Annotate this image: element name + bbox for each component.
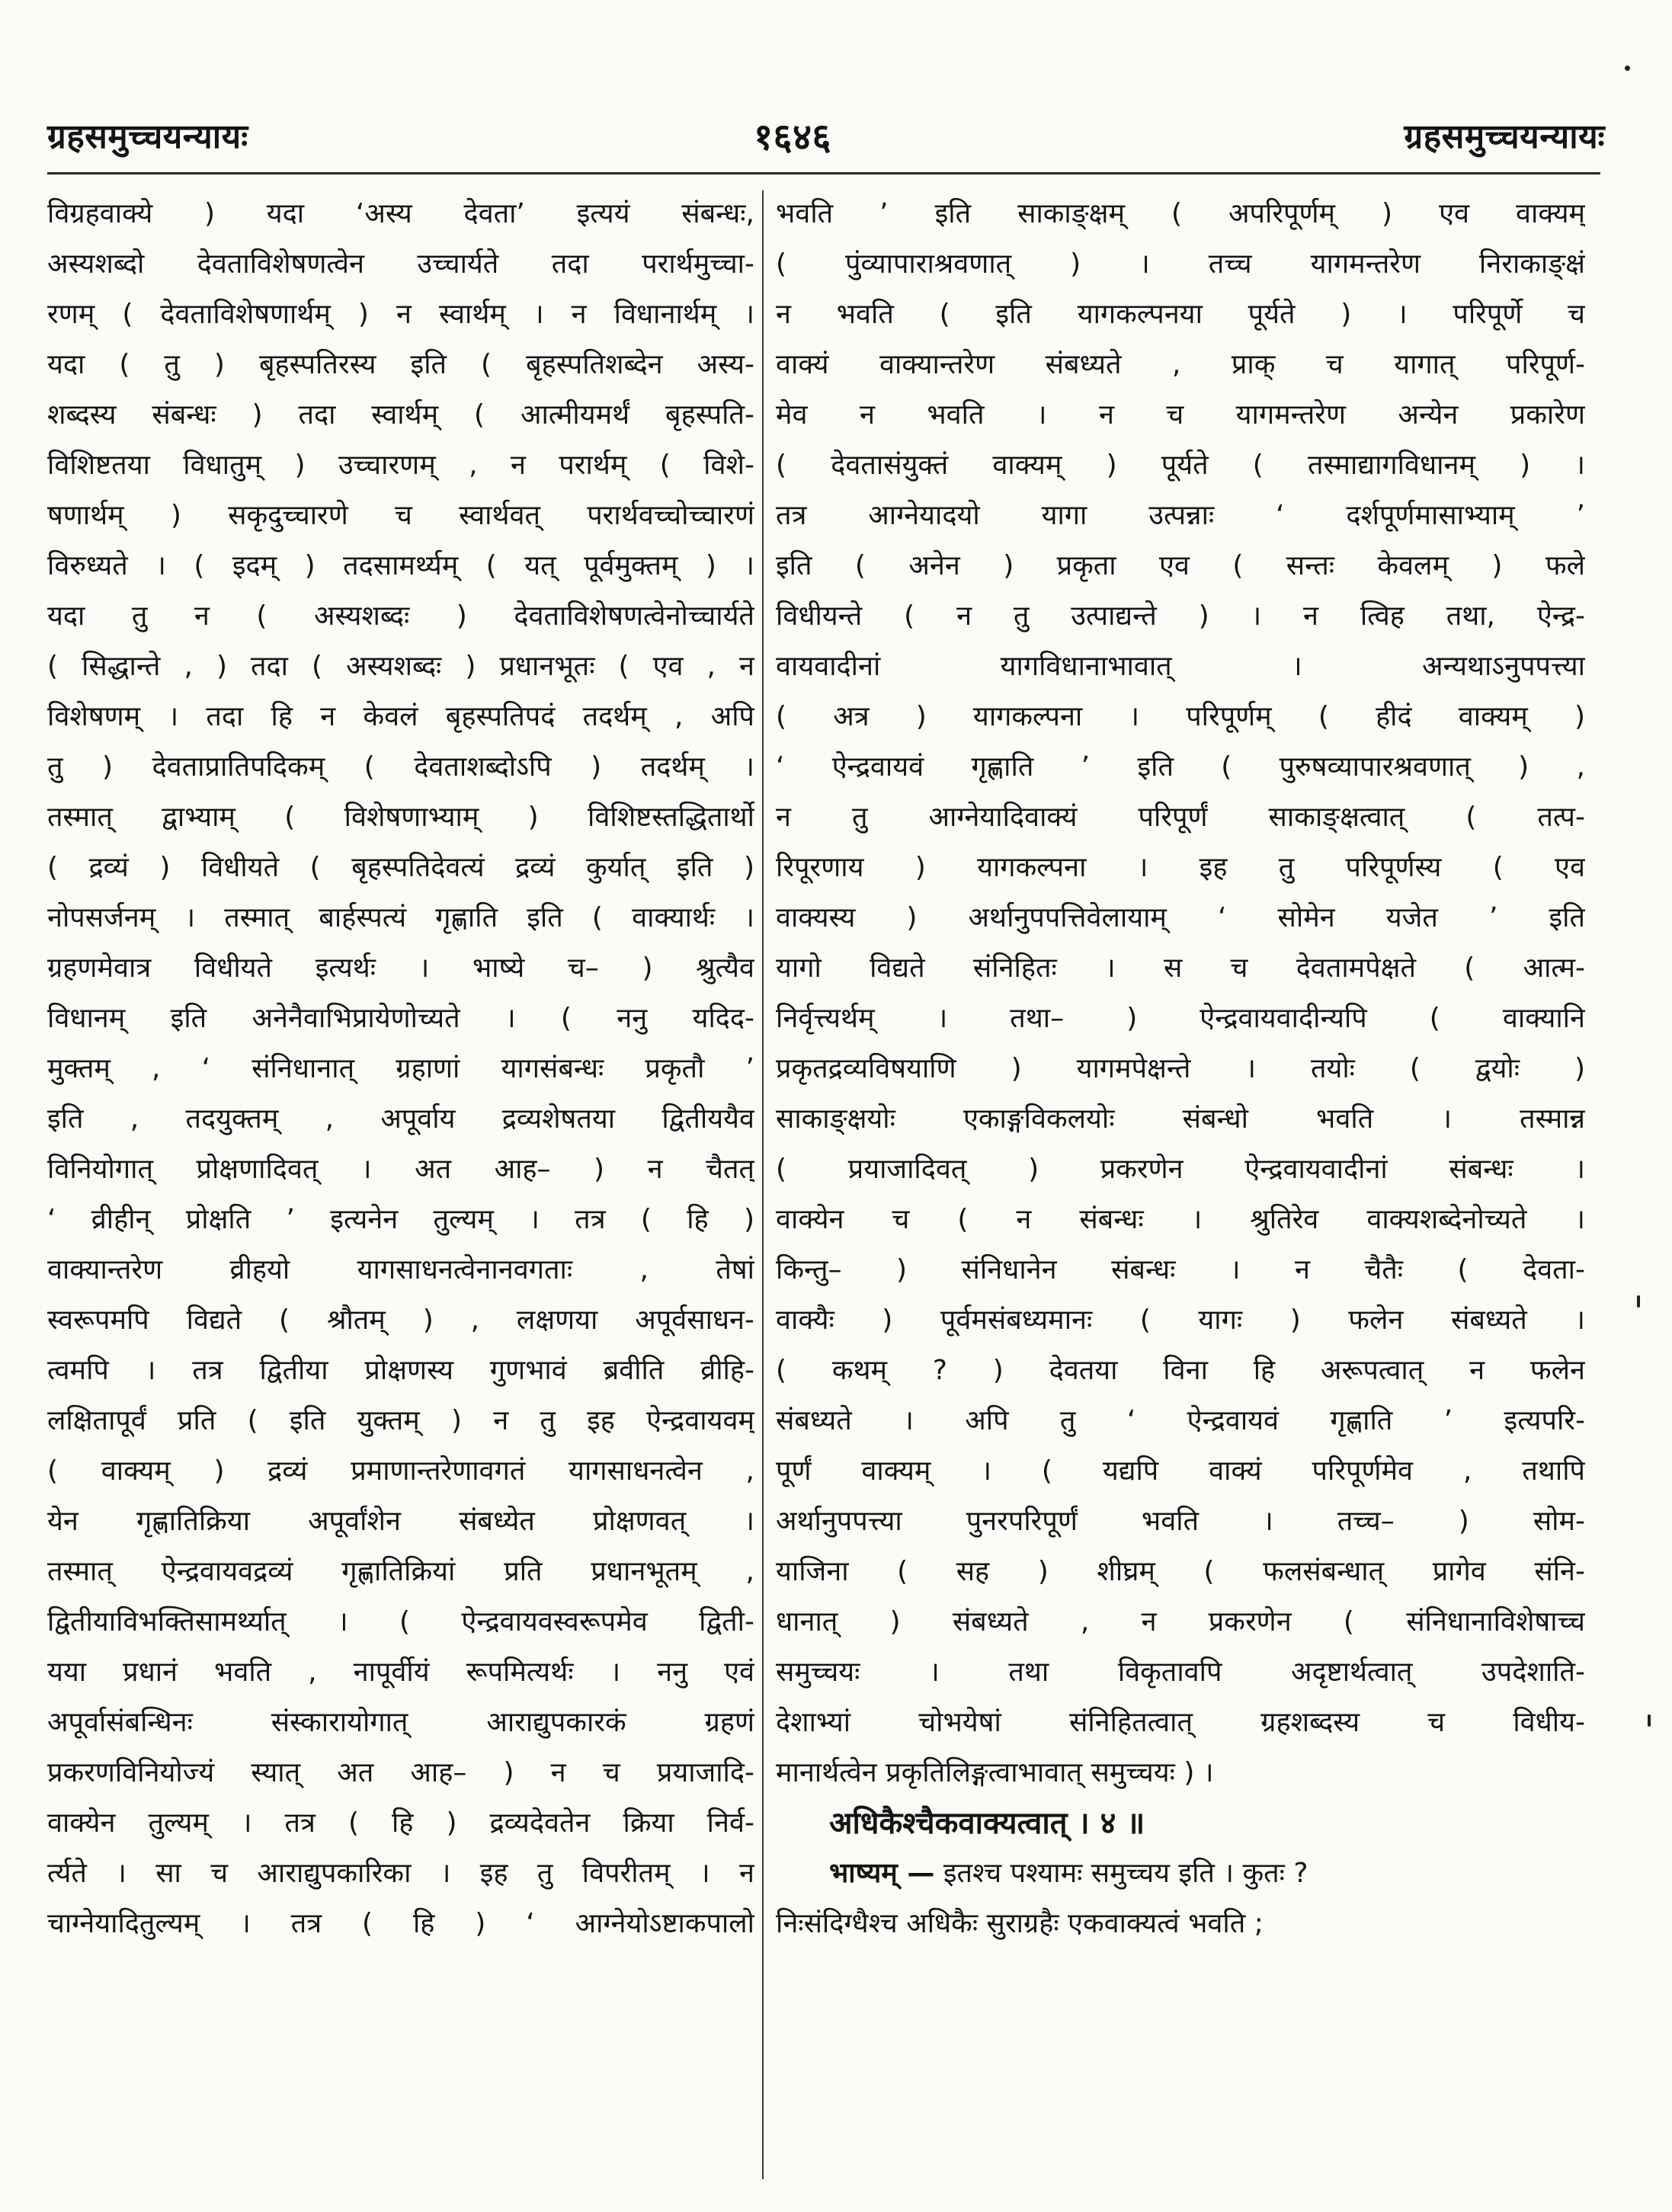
running-head-left: ग्रहसमुच्चयन्यायः [47,117,248,156]
text-line: मेव न भवति । न च यागमन्तरेण अन्येन प्रकारेण [776,399,1585,431]
text-line: निर्वृत्त्यर्थम् । तथा– ) ऐन्द्रवायवादीन्यपि ( वाक्यानि [776,1003,1585,1034]
left-column [47,189,754,2185]
text-line: यदा ( तु ) बृहस्पतिरस्य इति ( बृहस्पतिशब्देन अस्य- [47,349,754,380]
text-line: लक्षितापूर्वं प्रति ( इति युक्तम् ) न तु इह ऐन्द्रवायवम् [47,1405,754,1436]
text-line: विशिष्टतया विधातुम् ) उच्चारणम् , न परार्थम् ( विशे- [47,450,754,481]
text-line: मानार्थत्वेन प्रकृतिलिङ्गत्वाभावात् समुच्चयः ) । [776,1757,1214,1788]
text-line: वाक्यं वाक्यान्तरेण संबध्यते , प्राक् च यागात् परिपूर्ण- [776,349,1585,380]
text-line: विधानम् इति अनेनैवाभिप्रायेणोच्यते । ( ननु यदिद- [47,1003,754,1034]
text-line: ( अत्र ) यागकल्पना । परिपूर्णम् ( हीदं वाक्यम् ) [776,701,1585,732]
running-head-right: ग्रहसमुच्चयन्यायः [1404,117,1605,156]
sutra-line: अधिकैश्चैकवाक्यत्वात् । ४ ॥ [829,1806,1145,1841]
header-rule [47,172,1600,174]
text-line: ( द्रव्यं ) विधीयते ( बृहस्पतिदेवत्यं द्रव्यं कुर्यात् इति ) [47,852,754,883]
text-line: यया प्रधानं भवति , नापूर्वीयं रूपमित्यर्थः । ननु एवं [47,1657,754,1688]
text-line: संबध्यते । अपि तु ‘ ऐन्द्रवायवं गृह्णाति ’ इत्यपरि- [776,1405,1585,1436]
text-line: तत्र आग्नेयादयो यागा उत्पन्नाः ‘ दर्शपूर्णमासाभ्याम् ’ [776,500,1585,531]
margin-speck [1637,1295,1640,1308]
text-line: प्रकृतद्रव्यविषयाणि ) यागमपेक्षन्ते । तयोः ( द्वयोः ) [776,1053,1585,1084]
text-line: त्वमपि । तत्र द्वितीया प्रोक्षणस्य गुणभावं ब्रवीति व्रीहि- [47,1355,754,1386]
text-line: ( प्रयाजादिवत् ) प्रकरणेन ऐन्द्रवायवादीनां संबन्धः । [776,1154,1585,1185]
text-line: याजिना ( सह ) शीघ्रम् ( फलसंबन्धात् प्रागेव संनि- [776,1556,1585,1587]
text-line: अर्थानुपपत्त्या पुनरपरिपूर्णं भवति । तच्च– ) सोम- [776,1506,1585,1537]
text-line: तु ) देवताप्रातिपदिकम् ( देवताशब्दोऽपि ) तदर्थम् । [47,751,754,783]
text-line: वायवादीनां यागविधानाभावात् । अन्यथाऽनुपपत्त्या [776,651,1585,682]
bhashya-line-1 [776,1849,1585,1899]
text-line: ग्रहणमेवात्र विधीयते इत्यर्थः । भाष्ये च– ) श्रुत्यैव [47,952,754,984]
bhashya-text-1: इतश्च पश्यामः समुच्चय इति । कुतः ? [943,1858,1308,1889]
text-line: न तु आग्नेयादिवाक्यं परिपूर्णं साकाङ्क्षत्वात् ( तत्प- [776,802,1585,833]
text-line: ‘ ऐन्द्रवायवं गृह्णाति ’ इति ( पुरुषव्यापारश्रवणात् ) , [776,751,1585,783]
text-line: वाक्यस्य ) अर्थानुपपत्तिवेलायाम् ‘ सोमेन यजेत ’ इति [776,902,1585,933]
text-line: तस्मात् द्वाभ्याम् ( विशेषणाभ्याम् ) विशिष्टस्तद्धितार्थो [47,802,754,833]
column-divider [762,190,764,2179]
text-line: मुक्तम् , ‘ संनिधानात् ग्रहाणां यागसंबन्धः प्रकृतौ ’ [47,1053,754,1084]
text-line: ( देवतासंयुक्तं वाक्यम् ) पूर्यते ( तस्माद्यागविधानम् ) । [776,450,1585,481]
text-line: ( कथम् ? ) देवतया विना हि अरूपत्वात् न फलेन [776,1355,1585,1386]
text-line: र्त्यते । सा च आराद्युपकारिका । इह तु विपरीतम् । न [47,1858,754,1889]
right-column-lines [776,189,1585,1798]
text-line: देशाभ्यां चोभयेषां संनिहितत्वात् ग्रहशब्दस्य च विधीय- [776,1707,1585,1738]
text-line: यागो विद्यते संनिहितः । स च देवतामपेक्षते ( आत्म- [776,952,1585,984]
bhashya-line-2: निःसंदिग्धैश्च अधिकैः सुराग्रहैः एकवाक्यत्वं भवति ; [776,1908,1264,1939]
text-line: प्रकरणविनियोज्यं स्यात् अत आह– ) न च प्रयाजादि- [47,1757,754,1788]
text-line: शब्दस्य संबन्धः ) तदा स्वार्थम् ( आत्मीयमर्थं बृहस्पति- [47,399,754,431]
text-line: रणम् ( देवताविशेषणार्थम् ) न स्वार्थम् । न विधानार्थम् । [47,299,754,330]
text-line: अपूर्वासंबन्धिनः संस्कारायोगात् आराद्युपकारकं ग्रहणं [47,1707,754,1738]
text-line: अस्यशब्दो देवताविशेषणत्वेन उच्चार्यते तदा परार्थमुच्चा- [47,248,754,280]
right-column [776,189,1585,2185]
text-line: विनियोगात् प्रोक्षणादिवत् । अत आह– ) न चैतत् [47,1154,754,1185]
text-line: ‘ व्रीहीन् प्रोक्षति ’ इत्यनेन तुल्यम् । तत्र ( हि ) [47,1204,754,1235]
text-line: ( सिद्धान्ते , ) तदा ( अस्यशब्दः ) प्रधानभूतः ( एव , न [47,651,754,682]
page-number: १६४६ [754,116,831,158]
text-line: ( पुंव्यापाराश्रवणात् ) । तच्च यागमन्तरेण निराकाङ्क्षं [776,248,1585,280]
text-line: भवति ’ इति साकाङ्क्षम् ( अपरिपूर्णम् ) एव वाक्यम् [776,198,1585,229]
text-line: विग्रहवाक्ये ) यदा ‘अस्य देवता’ इत्ययं संबन्धः, [47,198,754,229]
text-line: येन गृह्णातिक्रिया अपूर्वांशेन संबध्येत प्रोक्षणवत् । [47,1506,754,1537]
text-line: विशेषणम् । तदा हि न केवलं बृहस्पतिपदं तदर्थम् , अपि [47,701,754,732]
text-line: यदा तु न ( अस्यशब्दः ) देवताविशेषणत्वेनोच्चार्यते [47,600,754,632]
text-line: इति ( अनेन ) प्रकृता एव ( सन्तः केवलम् ) फले [776,550,1585,581]
text-line: द्वितीयाविभक्तिसामर्थ्यात् । ( ऐन्द्रवायवस्वरूपमेव द्विती- [47,1606,754,1637]
text-line: तस्मात् ऐन्द्रवायवद्रव्यं गृह्णातिक्रियां प्रति प्रधानभूतम् , [47,1556,754,1587]
text-line: ( वाक्यम् ) द्रव्यं प्रमाणान्तरेणावगतं यागसाधनत्वेन , [47,1455,754,1487]
text-line: न भवति ( इति यागकल्पनया पूर्यते ) । परिपूर्णे च [776,299,1585,330]
bhashya-lead: भाष्यम् — [829,1858,935,1889]
text-line: षणार्थम् ) सकृदुच्चारणे च स्वार्थवत् परार्थवच्चोच्चारणं [47,500,754,531]
text-line: वाक्येन च ( न संबन्धः । श्रुतिरेव वाक्यशब्देनोच्यते । [776,1204,1585,1235]
margin-speck [1625,66,1630,71]
text-line: वाक्येन तुल्यम् । तत्र ( हि ) द्रव्यदेवतेन क्रिया निर्व- [47,1807,754,1839]
text-line: रिपूरणाय ) यागकल्पना । इह तु परिपूर्णस्य ( एव [776,852,1585,883]
text-line: वाक्यान्तरेण व्रीहयो यागसाधनत्वेनानवगताः , तेषां [47,1254,754,1285]
text-line: चाग्नेयादितुल्यम् । तत्र ( हि ) ‘ आग्नेयोऽष्टाकपालो [47,1908,754,1939]
text-line: विधीयन्ते ( न तु उत्पाद्यन्ते ) । न त्विह तथा, ऐन्द्र- [776,600,1585,632]
text-line: विरुध्यते । ( इदम् ) तदसामर्थ्यम् ( यत् पूर्वमुक्तम् ) । [47,550,754,581]
text-line: साकाङ्क्षयोः एकाङ्गविकलयोः संबन्धो भवति । तस्मान्न [776,1103,1585,1135]
text-line: इति , तदयुक्तम् , अपूर्वाय द्रव्यशेषतया द्वितीययैव [47,1103,754,1135]
text-line: समुच्चयः । तथा विकृतावपि अदृष्टार्थत्वात् उपदेशाति- [776,1657,1585,1688]
text-line: किन्तु– ) संनिधानेन संबन्धः । न चैतैः ( देवता- [776,1254,1585,1285]
text-line: पूर्णं वाक्यम् । ( यद्यपि वाक्यं परिपूर्णमेव , तथापि [776,1455,1585,1487]
text-line: स्वरूपमपि विद्यते ( श्रौतम् ) , लक्षणया अपूर्वसाधन- [47,1304,754,1336]
text-line: वाक्यैः ) पूर्वमसंबध्यमानः ( यागः ) फलेन संबध्यते । [776,1304,1585,1336]
margin-speck [1648,1714,1651,1727]
text-line: नोपसर्जनम् । तस्मात् बार्हस्पत्यं गृह्णाति इति ( वाक्यार्थः । [47,902,754,933]
text-line: धानात् ) संबध्यते , न प्रकरणेन ( संनिधानाविशेषाच्च [776,1606,1585,1637]
